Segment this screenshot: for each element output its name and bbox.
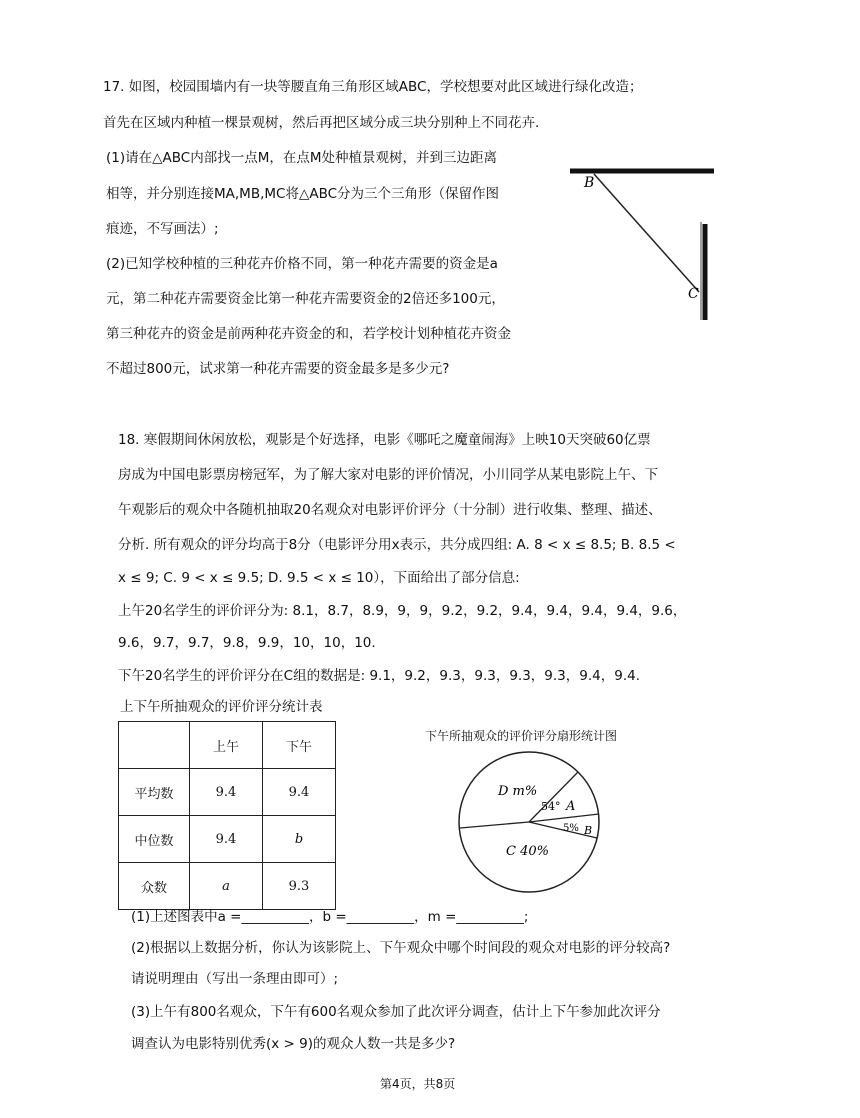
q17-part1-line-1: (1)请在△ABC内部找一点M，在点M处种植景观树，并到三边距离 [106,150,497,166]
table-cell: 9.4 [190,769,263,816]
score-stats-table [118,721,336,910]
table-header-morning: 上午 [190,722,263,769]
q18-sub-2-line-2: 请说明理由（写出一条理由即可）; [131,971,339,987]
divider-c-d [460,822,529,828]
q18-sub-1: (1)上述图表中a =__________，b =__________，m =__________; [131,909,529,925]
table-cell: 平均数 [119,769,190,816]
table-cell: b [263,816,336,863]
q18-sub-3-line-2: 调查认为电影特别优秀(x > 9)的观众人数一共是多少? [131,1036,456,1052]
slice-b-label: B [584,824,593,837]
morning-scores-line-1: 上午20名学生的评价评分为: 8.1，8.7，8.9，9，9，9.2，9.2，9.4，9.4，9.4，9.4，9.6， [118,603,687,619]
page-footer: 第4页，共8页 [380,1077,456,1091]
pie-chart [450,745,610,900]
q17-part1-line-3: 痕迹，不写画法）; [106,221,219,237]
pie-title: 下午所抽观众的评价评分扇形统计图 [425,729,618,743]
side-bc [594,174,699,292]
divider-a-b [529,814,599,822]
q18-line-3: 午观影后的观众中各随机抽取20名观众对电影评价评分（十分制）进行收集、整理、描述、 [118,502,662,518]
table-cell: 9.4 [190,816,263,863]
table-title: 上下午所抽观众的评价评分统计表 [120,699,323,715]
q17-part2-line-3: 第三种花卉的资金是前两种花卉资金的和，若学校计划种植花卉资金 [106,326,511,342]
triangle-figure [568,160,718,320]
table-row [119,863,336,910]
table-header-row [119,722,336,769]
q18-sub-3-line-1: (3)上午有800名观众，下午有600名观众参加了此次评分调查，估计上下午参加此次评分 [131,1004,661,1020]
morning-scores-line-2: 9.6，9.7，9.7，9.8，9.9，10，10，10. [118,635,376,651]
table-header-corner [119,722,190,769]
q17-part2-line-1: (2)已知学校种植的三种花卉价格不同，第一种花卉需要的资金是a [106,256,498,272]
point-b-label: B [584,175,595,191]
q18-line-1: 18. 寒假期间休闲放松，观影是个好选择，电影《哪吒之魔童闹海》上映10天突破60亿票 [118,432,651,448]
table-cell: 中位数 [119,816,190,863]
q17-line-2: 首先在区域内种植一棵景观树，然后再把区域分成三块分别种上不同花卉. [103,115,540,131]
q17-part2-line-2: 元，第二种花卉需要资金比第一种花卉需要资金的2倍还多100元， [106,291,505,307]
q17-part2-line-4: 不超过800元，试求第一种花卉需要的资金最多是多少元? [106,361,450,377]
q18-line-4: 分析. 所有观众的评分均高于8分（电影评分用x表示，共分成四组: A. 8 < x ≤ 8.5; B. 8.5 < [118,537,676,553]
q18-line-5: x ≤ 9; C. 9 < x ≤ 9.5; D. 9.5 < x ≤ 10），下面给出了部分信息: [118,570,520,586]
slice-d-label: D m% [498,784,538,799]
table-cell: 众数 [119,863,190,910]
slice-b-pct-label: 5% [563,823,579,834]
slice-a-label: A [566,799,576,814]
point-c-label: C [688,286,699,302]
table-cell: 9.4 [263,769,336,816]
afternoon-c-group-line: 下午20名学生的评价评分在C组的数据是: 9.1，9.2，9.3，9.3，9.3，9.3，9.4，9.4. [118,668,640,684]
table-row [119,816,336,863]
q17-part1-line-2: 相等，并分别连接MA,MB,MC将△ABC分为三个三角形（保留作图 [106,186,500,202]
table-cell: a [190,863,263,910]
slice-a-angle-label: 54° [541,800,561,813]
q18-sub-2-line-1: (2)根据以上数据分析，你认为该影院上、下午观众中哪个时间段的观众对电影的评分较高? [131,940,671,956]
table-row [119,769,336,816]
q17-line-1: 17. 如图，校园围墙内有一块等腰直角三角形区域ABC，学校想要对此区域进行绿化改造； [103,79,643,95]
table-header-afternoon: 下午 [263,722,336,769]
table-cell: 9.3 [263,863,336,910]
q18-line-2: 房成为中国电影票房榜冠军，为了解大家对电影的评价情况，小川同学从某电影院上午、下 [118,467,658,483]
slice-c-label: C 40% [506,844,549,859]
